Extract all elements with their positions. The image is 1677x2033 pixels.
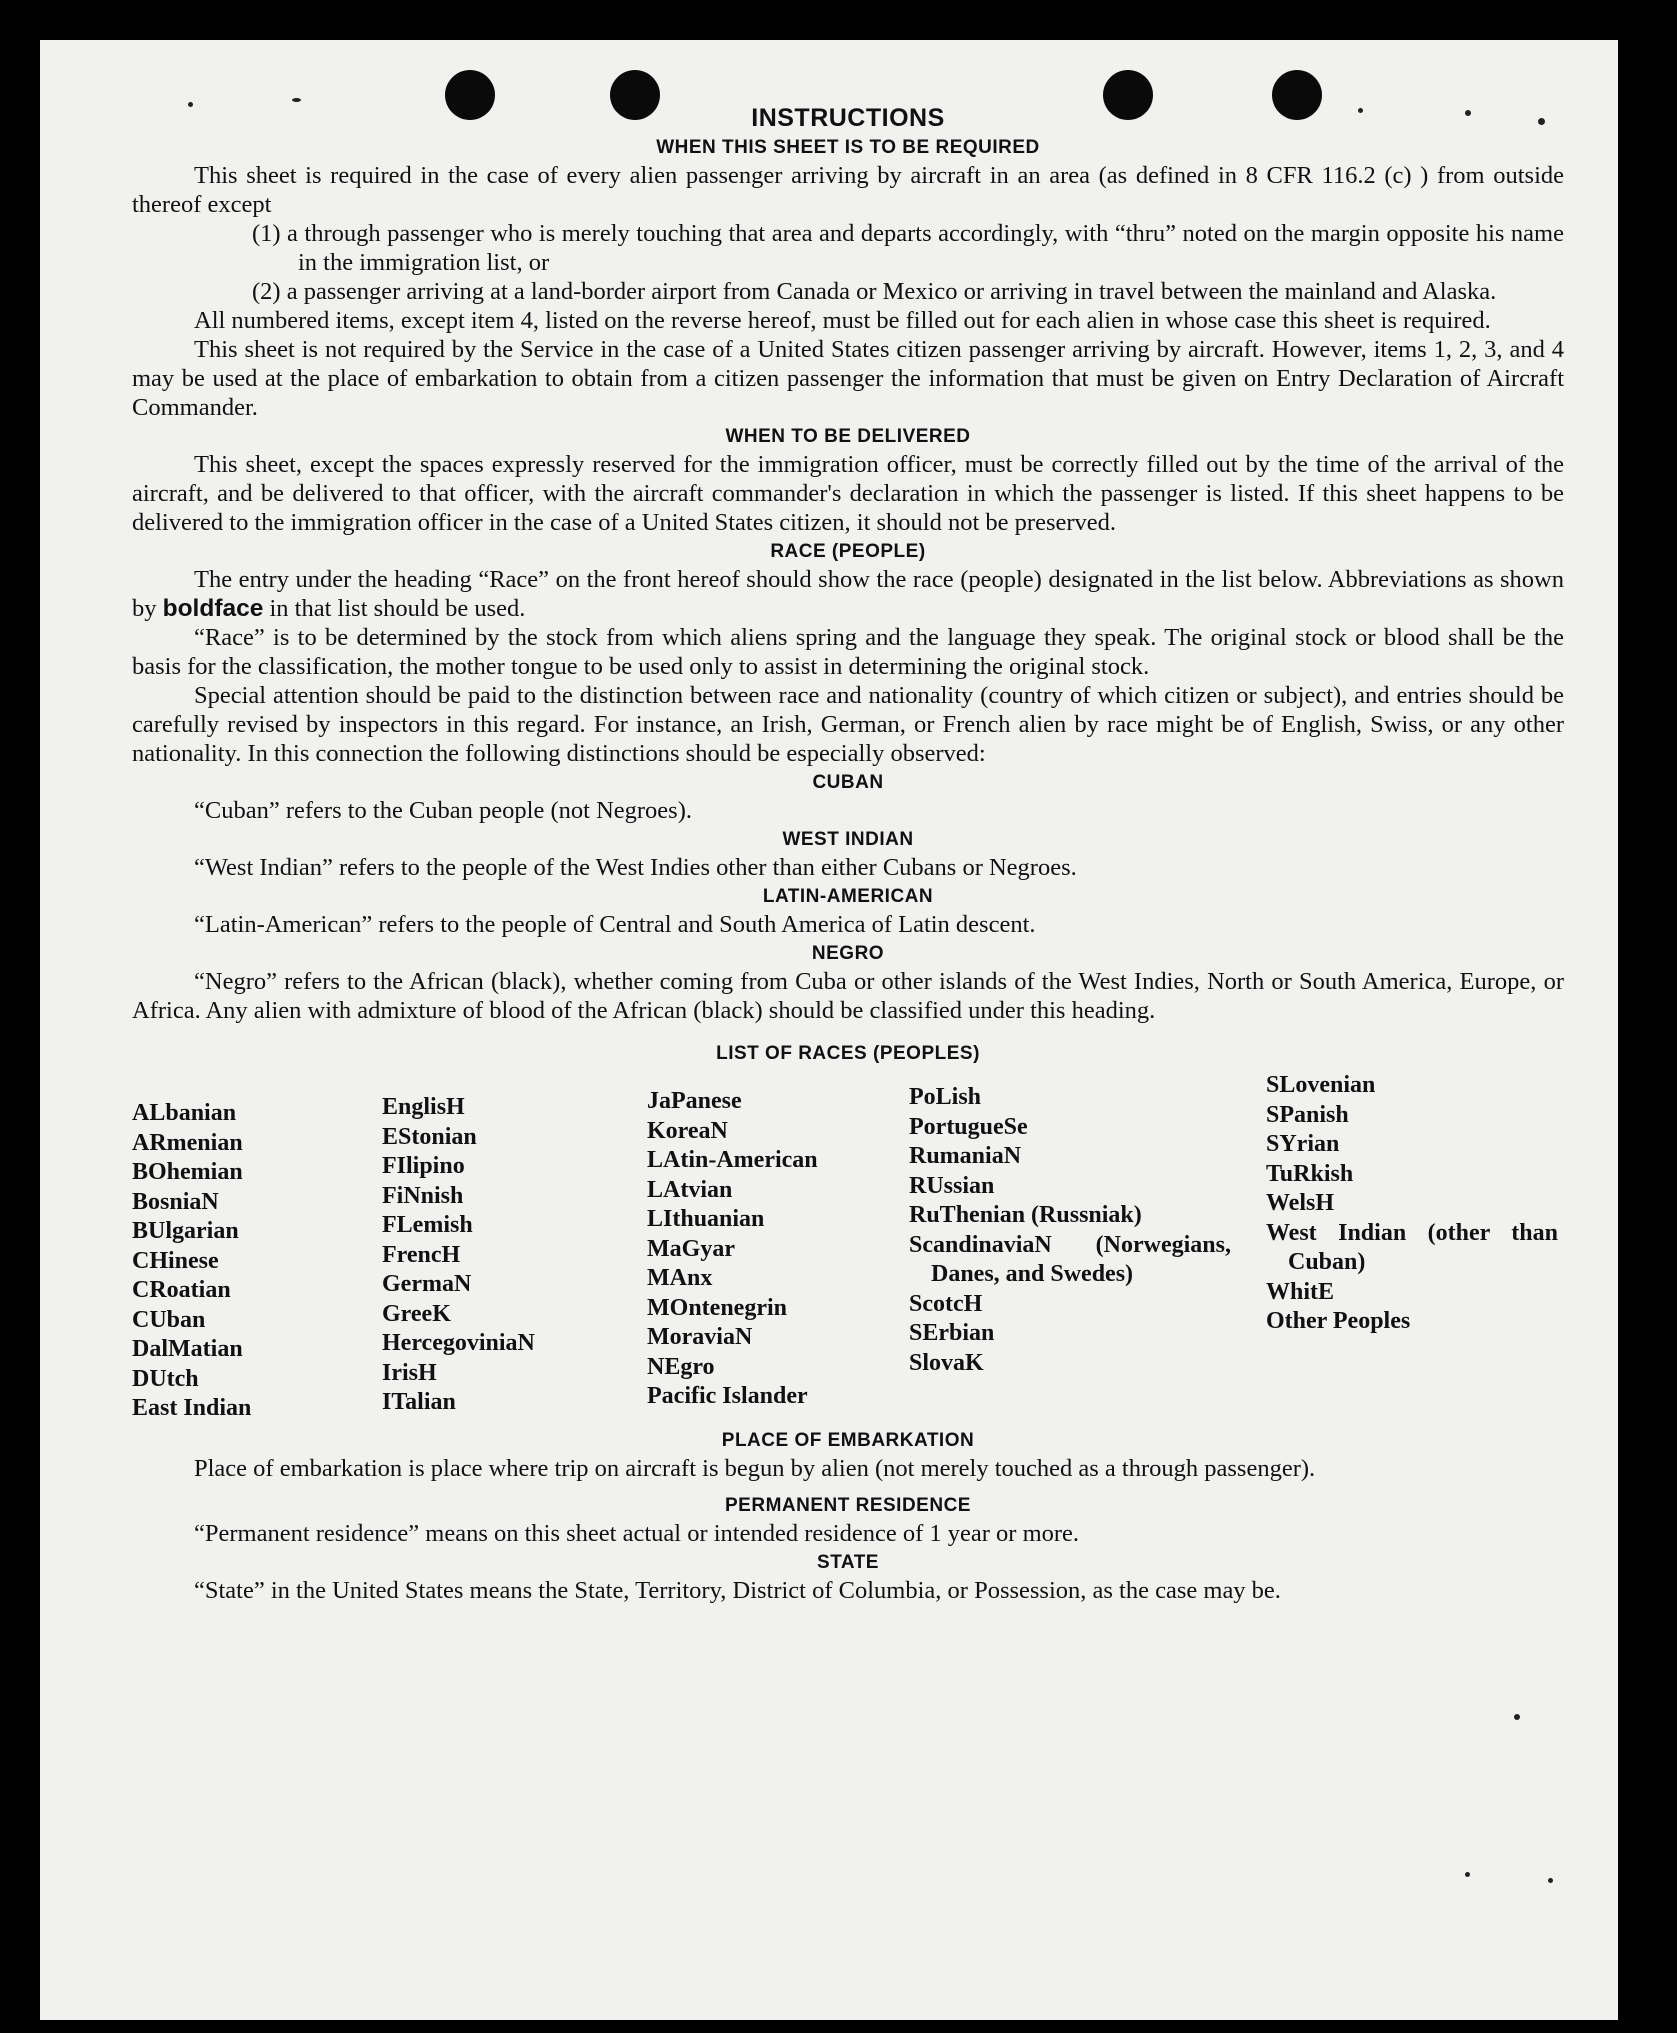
race-entry: ScandinaviaN (Norwegians, Danes, and Swedes) [909,1231,1231,1287]
race-entry: West Indian (other than Cuban) [1266,1219,1558,1275]
races-column-2 [382,1071,647,1424]
race-entry: RumaniaN [909,1143,1022,1169]
section-heading-cuban: CUBAN [812,772,884,793]
paragraph: “Race” is to be determined by the stock from which aliens spring and the language they speak. The original stock or blood shall be the basis for the classification, the mother tongue to be used only to assist in determining the original stock. [132,624,1564,680]
race-entry: BUlgarian [132,1218,239,1244]
paragraph: This sheet is not required by the Service in the case of a United States citizen passenger arriving by aircraft. However, items 1, 2, 3, and 4 may be used at the place of embarkation to obtain from a citizen passenger the information that must be given on Entry Declaration of Aircraft Commander. [132,336,1564,421]
race-entry: RuThenian (Russniak) [909,1202,1142,1228]
race-entry: CRoatian [132,1277,231,1303]
section-heading-race: RACE (PEOPLE) [770,541,926,562]
race-entry: GreeK [382,1300,451,1327]
race-entry: PortugueSe [909,1113,1028,1140]
race-entry: TuRkish [1266,1160,1354,1187]
list-item: (2) a passenger arriving at a land-border airport from Canada or Mexico or arriving in travel between the mainland and Alaska. [252,278,1497,305]
race-entry: HercegoviniaN [382,1330,535,1356]
section-heading-latin-american: LATIN-AMERICAN [762,886,934,907]
races-column-5 [1266,1071,1558,1424]
instructions-body [132,104,1564,1605]
race-entry: MAnx [647,1265,713,1291]
race-entry: RUssian [909,1172,995,1199]
race-entry: WelsH [1266,1190,1335,1216]
section-heading-permanent-residence: PERMANENT RESIDENCE [725,1494,971,1516]
race-entry: DalMatian [132,1336,243,1362]
race-entry: BOhemian [132,1159,243,1185]
paragraph: “Negro” refers to the African (black), whether coming from Cuba or other islands of the West Indies, North or South America, Europe, or Africa. Any alien with admixture of blood of the African (black) should be classified under this heading. [132,968,1564,1024]
paragraph: “Permanent residence” means on this sheet actual or intended residence of 1 year or more. [194,1519,1080,1547]
paragraph: “State” in the United States means the State, Territory, District of Columbia, or Possession, as the case may be. [194,1576,1281,1604]
page-title: INSTRUCTIONS [751,104,945,132]
paper-speck [292,98,301,102]
paragraph: Special attention should be paid to the distinction between race and nationality (country of which citizen or subject), and entries should be carefully revised by inspectors in this regard. For instance, an Irish, German, or French alien by race might be of English, Swiss, or any other nationality. In this connection the following distinctions should be especially observed: [132,682,1564,767]
race-entry: IrisH [382,1359,437,1386]
race-entry: ALbanian [132,1100,237,1126]
paragraph [132,565,1564,623]
race-entry: LIthuanian [647,1206,765,1232]
race-entry: CUban [132,1306,206,1333]
race-entry: SLovenian [1266,1072,1376,1098]
race-entry: ScotcH [909,1290,983,1317]
paragraph: “Latin-American” refers to the people of Central and South America of Latin descent. [194,911,1036,938]
race-entry: NEgro [647,1353,715,1380]
race-entry: BosniaN [132,1188,219,1215]
document-page [40,40,1618,2020]
race-entry: GermaN [382,1271,472,1297]
race-entry: EnglisH [382,1094,465,1120]
race-entry: KoreaN [647,1117,728,1144]
races-column-1 [132,1071,382,1424]
section-heading-west-indian: WEST INDIAN [782,829,914,850]
race-entry: LAtvian [647,1176,733,1203]
race-entry: WhitE [1266,1278,1335,1305]
race-entry: East Indian [132,1395,252,1421]
paragraph: “Cuban” refers to the Cuban people (not Negroes). [194,797,692,824]
races-list [132,1071,1564,1424]
race-entry: FrencH [382,1241,461,1268]
race-entry: PoLish [909,1084,982,1110]
section-heading-when-delivered: WHEN TO BE DELIVERED [725,426,971,447]
race-entry: MaGyar [647,1235,735,1262]
section-heading-list-of-races: LIST OF RACES (PEOPLES) [716,1043,980,1064]
race-entry: FiNnish [382,1182,464,1209]
section-heading-embarkation: PLACE OF EMBARKATION [721,1429,975,1451]
races-column-4 [909,1071,1266,1424]
race-entry: MoraviaN [647,1324,753,1350]
paper-speck [1465,1872,1470,1877]
boldface-word: boldface [162,595,264,622]
race-entry: FIlipino [382,1153,465,1179]
race-entry: Other Peoples [1266,1308,1411,1334]
text: The entry under the heading “Race” on the front hereof should show the race (people) designated in the list below. Abbreviations as shown by [132,566,1564,622]
list-item: (1) a through passenger who is merely touching that area and departs accordingly, with “thru” noted on the margin opposite his name in the immigration list, or [252,220,1564,276]
race-entry: EStonian [382,1123,477,1150]
section-heading-state: STATE [817,1551,879,1573]
race-entry: JaPanese [647,1088,742,1114]
race-entry: MOntenegrin [647,1294,787,1321]
race-entry: DUtch [132,1365,199,1392]
race-entry: SlovaK [909,1349,984,1376]
paragraph: All numbered items, except item 4, listed on the reverse hereof, must be filled out for each alien in whose case this sheet is required. [194,307,1491,334]
paragraph: Place of embarkation is place where trip on aircraft is begun by alien (not merely touched as a through passenger). [194,1454,1316,1482]
section-heading-when-required: WHEN THIS SHEET IS TO BE REQUIRED [656,137,1040,158]
race-entry: SYrian [1266,1131,1340,1157]
race-entry: ITalian [382,1389,456,1415]
paragraph: This sheet is required in the case of every alien passenger arriving by aircraft in an area (as defined in 8 CFR 116.2 (c) ) from outside thereof except [132,162,1564,218]
paragraph: This sheet, except the spaces expressly reserved for the immigration officer, must be correctly filled out by the time of the arrival of the aircraft, and be delivered to that officer, with the aircraft commander's declaration in which the passenger is listed. If this sheet happens to be delivered to the immigration officer in the case of a United States citizen, it should not be preserved. [132,451,1564,536]
paragraph: “West Indian” refers to the people of the West Indies other than either Cubans or Negroes. [194,854,1077,881]
race-entry: FLemish [382,1212,473,1238]
paper-speck [1548,1878,1553,1883]
section-heading-negro: NEGRO [811,943,885,964]
race-entry: SPanish [1266,1101,1349,1128]
race-entry: SErbian [909,1320,995,1346]
race-entry: CHinese [132,1247,219,1274]
race-entry: ARmenian [132,1129,243,1156]
races-column-3 [647,1071,909,1424]
text: in that list should be used. [269,595,526,622]
race-entry: Pacific Islander [647,1383,808,1409]
race-entry: LAtin-American [647,1147,818,1173]
paper-speck [1514,1714,1520,1720]
